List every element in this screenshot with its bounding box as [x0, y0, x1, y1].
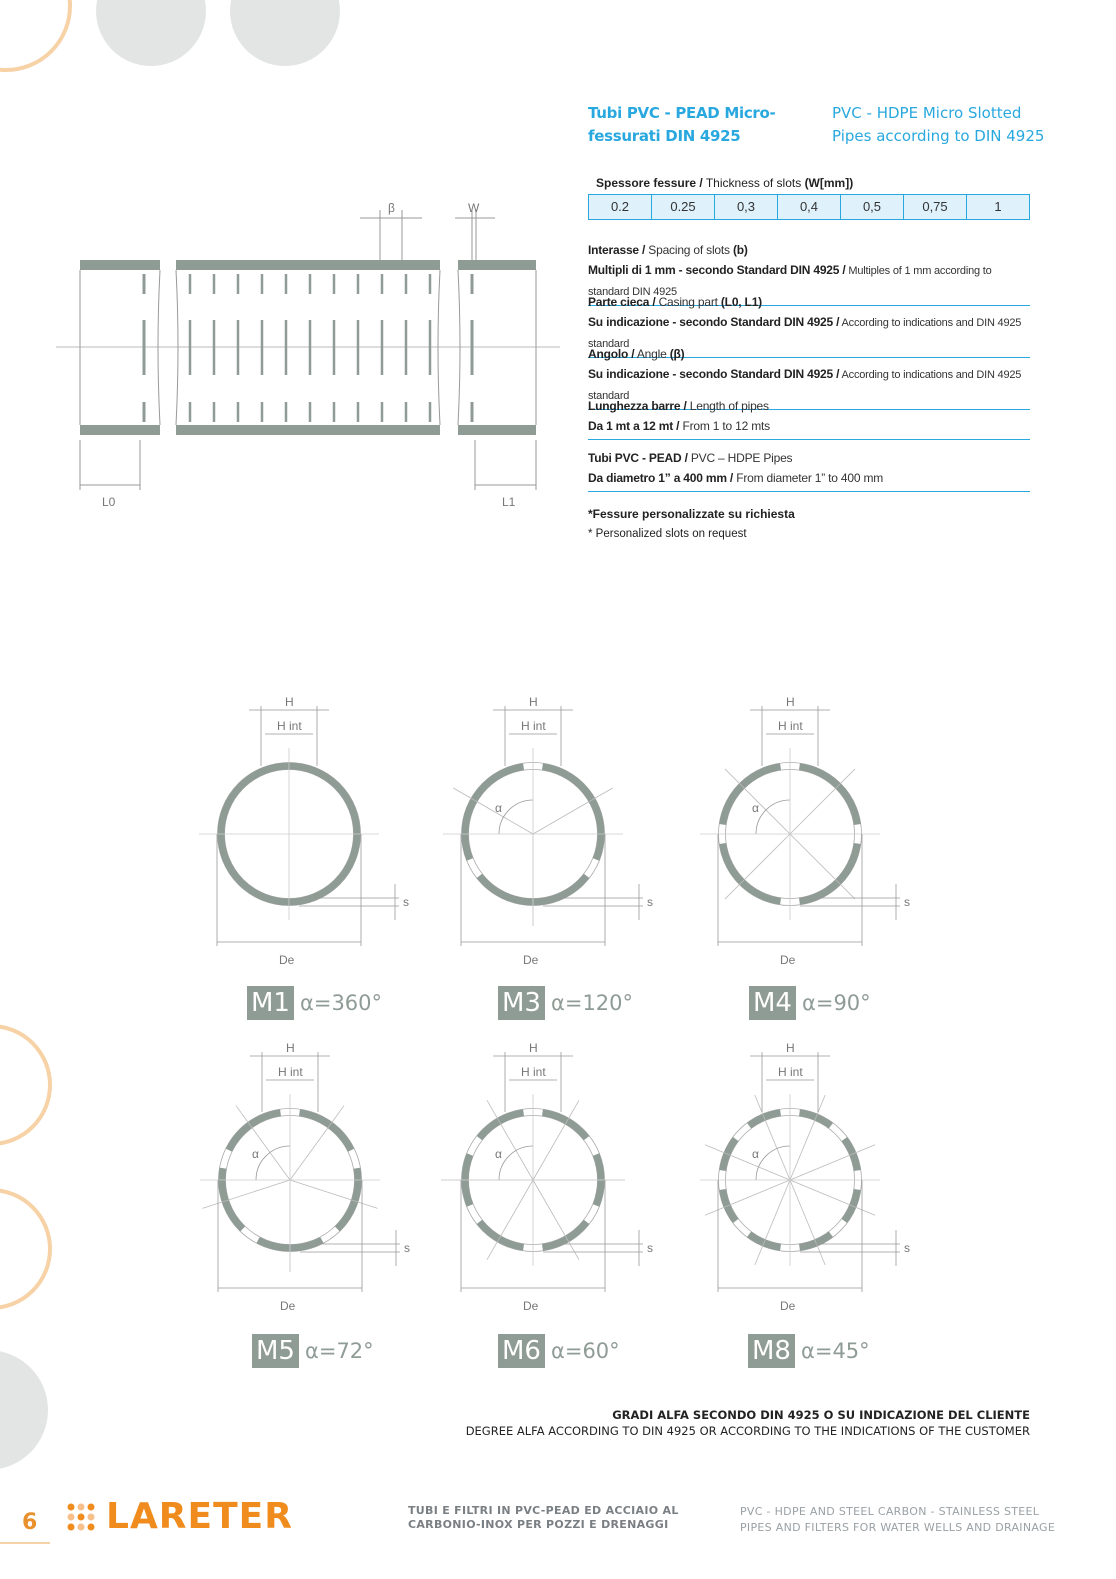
- thickness-cell: 0,75: [904, 195, 967, 219]
- caption-italian: GRADI ALFA SECONDO DIN 4925 O SU INDICAZIONE DEL CLIENTE: [612, 1408, 1030, 1422]
- section-alpha-m3: α=120°: [551, 991, 634, 1015]
- hint-label: H int: [277, 719, 302, 733]
- l1-label: L1: [502, 495, 516, 509]
- page-underline: [0, 1542, 50, 1544]
- spec-pipes: Tubi PVC - PEAD / PVC – HDPE Pipes Da diametro 1” a 400 mm / From diameter 1” to 400 mm: [588, 448, 1030, 492]
- thickness-table: [588, 194, 1030, 220]
- deco-circle-grey-bottom: [0, 1350, 48, 1470]
- deco-circle-grey-1: [96, 0, 206, 66]
- pipe-elevation-diagram: [40, 190, 580, 520]
- s-label: s: [904, 895, 910, 909]
- caption-english: DEGREE ALFA ACCORDING TO DIN 4925 OR ACCORDING TO THE INDICATIONS OF THE CUSTOMER: [465, 1424, 1030, 1438]
- h-label: H: [529, 1041, 538, 1055]
- thickness-caption: Spessore fessure / Thickness of slots (W[mm]): [596, 176, 854, 190]
- beta-label: β: [388, 201, 395, 215]
- de-label: De: [523, 1299, 539, 1313]
- deco-circle-orange-mid1: [0, 1024, 52, 1146]
- hint-label: H int: [521, 1065, 546, 1079]
- alpha-symbol: α: [752, 801, 759, 815]
- de-label: De: [523, 953, 539, 967]
- h-label: H: [786, 1041, 795, 1055]
- spec-angle: Angolo / Angle (β) Su indicazione - secondo Standard DIN 4925 / According to indications and DIN 4925 standard: [588, 344, 1030, 410]
- section-code-m6: M6: [498, 1334, 545, 1368]
- hint-label: H int: [778, 1065, 803, 1079]
- de-label: De: [279, 953, 295, 967]
- s-label: s: [403, 895, 409, 909]
- de-label: De: [780, 953, 796, 967]
- de-label: De: [780, 1299, 796, 1313]
- alpha-arc: [756, 1146, 790, 1180]
- pipe-wall-segment: [542, 767, 601, 860]
- s-label: s: [647, 1241, 653, 1255]
- alpha-symbol: α: [252, 1147, 259, 1161]
- radial-line: [290, 1180, 377, 1208]
- section-code-m3: M3: [498, 986, 545, 1020]
- s-label: s: [647, 895, 653, 909]
- h-label: H: [285, 695, 294, 709]
- section-alpha-m6: α=60°: [551, 1339, 620, 1363]
- h-label: H: [286, 1041, 295, 1055]
- radial-line: [203, 1180, 290, 1208]
- section-code-m5: M5: [252, 1334, 299, 1368]
- h-label: H: [529, 695, 538, 709]
- custom-slots-note: *Fessure personalizzate su richiesta * Personalized slots on request: [588, 507, 795, 540]
- s-label: s: [404, 1241, 410, 1255]
- thickness-cell: 1: [994, 199, 1002, 214]
- deco-circle-grey-2: [230, 0, 340, 66]
- footer-tagline-italian: TUBI E FILTRI IN PVC-PEAD ED ACCIAIO AL CARBONIO-INOX PER POZZI E DRENAGGI: [408, 1504, 679, 1531]
- hint-label: H int: [278, 1065, 303, 1079]
- deco-circle-orange-mid2: [0, 1188, 52, 1310]
- section-alpha-m1: α=360°: [300, 991, 383, 1015]
- deco-circle-orange-top: [0, 0, 72, 72]
- thickness-cell: 0,3: [715, 195, 778, 219]
- de-label: De: [280, 1299, 296, 1313]
- h-label: H: [786, 695, 795, 709]
- footer-tagline-english: PVC - HDPE AND STEEL CARBON - STAINLESS STEEL PIPES AND FILTERS FOR WATER WELLS AND DRAINAGE: [740, 1505, 1056, 1534]
- spec-length: Lunghezza barre / Length of pipes Da 1 mt a 12 mt / From 1 to 12 mts: [588, 396, 1030, 440]
- spec-spacing: Interasse / Spacing of slots (b) Multipli di 1 mm - secondo Standard DIN 4925 / Multiples of 1 mm according to standard DIN 4925: [588, 240, 1030, 306]
- hint-label: H int: [521, 719, 546, 733]
- thickness-cell: 0.2: [589, 195, 652, 219]
- w-label: W: [468, 201, 480, 215]
- section-alpha-m5: α=72°: [305, 1339, 374, 1363]
- section-code-m8: M8: [748, 1334, 795, 1368]
- thickness-cell: 0.25: [652, 195, 715, 219]
- alpha-symbol: α: [495, 1147, 502, 1161]
- l0-label: L0: [102, 495, 116, 509]
- section-alpha-m4: α=90°: [802, 991, 871, 1015]
- page-number: 6: [22, 1510, 38, 1535]
- alpha-symbol: α: [752, 1147, 759, 1161]
- hint-label: H int: [778, 719, 803, 733]
- alpha-symbol: α: [495, 801, 502, 815]
- thickness-cell: 0,4: [778, 195, 841, 219]
- spec-casing: Parte cieca / Casing part (L0, L1) Su indicazione - secondo Standard DIN 4925 / According to indications and DIN 4925 standard: [588, 292, 1030, 358]
- s-label: s: [904, 1241, 910, 1255]
- logo-dots-icon: [66, 1502, 98, 1534]
- cross-sections-diagram: [190, 690, 920, 1390]
- section-code-m4: M4: [749, 986, 796, 1020]
- thickness-cell: 0,5: [841, 195, 904, 219]
- title-english: PVC - HDPE Micro Slotted Pipes according to DIN 4925: [832, 104, 1045, 145]
- brand-logo: LARETER: [106, 1496, 293, 1537]
- alpha-arc: [256, 1146, 290, 1180]
- section-alpha-m8: α=45°: [801, 1339, 870, 1363]
- section-code-m1: M1: [247, 986, 294, 1020]
- title-italian: Tubi PVC - PEAD Micro-fessurati DIN 4925: [588, 104, 776, 145]
